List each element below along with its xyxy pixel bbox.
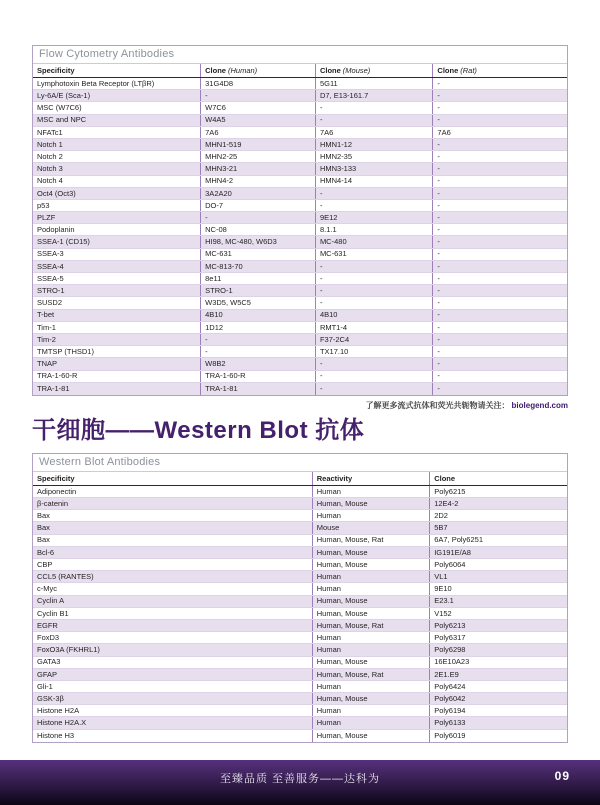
column-header: Clone (Mouse) bbox=[315, 64, 432, 77]
table-cell: - bbox=[315, 297, 432, 308]
table-cell: Notch 1 bbox=[37, 139, 63, 149]
table-row bbox=[33, 115, 567, 127]
table-cell: Human, Mouse bbox=[312, 547, 429, 558]
column-header: Clone bbox=[429, 472, 567, 485]
table-row bbox=[33, 559, 567, 571]
table-row bbox=[33, 334, 567, 346]
table-cell: 5G11 bbox=[315, 78, 432, 89]
table-cell: - bbox=[432, 188, 567, 199]
table-cell: Human, Mouse bbox=[312, 596, 429, 607]
table-cell: - bbox=[432, 139, 567, 150]
table-row bbox=[33, 522, 567, 534]
table-row bbox=[33, 163, 567, 175]
column-header: Clone (Human) bbox=[200, 64, 315, 77]
table-cell: - bbox=[432, 371, 567, 382]
table-row bbox=[33, 102, 567, 114]
biolegend-link[interactable]: biolegend.com bbox=[511, 400, 568, 410]
table-cell: Human bbox=[312, 705, 429, 716]
table-cell: W7C6 bbox=[200, 102, 315, 113]
table-cell: - bbox=[432, 334, 567, 345]
table-cell: Cyclin A bbox=[37, 596, 65, 606]
table-cell: - bbox=[315, 285, 432, 296]
table-cell: 1D12 bbox=[200, 322, 315, 333]
page-content bbox=[32, 45, 568, 743]
biolegend-note bbox=[32, 400, 568, 411]
note-text: 了解更多流式抗体和荧光共轭物请关注： bbox=[365, 400, 510, 410]
table-header-row bbox=[33, 64, 567, 78]
table-row bbox=[33, 371, 567, 383]
table-cell: Human bbox=[312, 632, 429, 643]
table-cell: GATA3 bbox=[37, 657, 61, 667]
table-cell: Adiponectin bbox=[37, 486, 77, 496]
table-cell: TX17.10 bbox=[315, 346, 432, 357]
table-cell: 5B7 bbox=[429, 522, 567, 533]
table-cell: STRO-1 bbox=[200, 285, 315, 296]
table-cell: Human bbox=[312, 681, 429, 692]
table-cell: - bbox=[432, 102, 567, 113]
table-cell: 2E1.E9 bbox=[429, 669, 567, 680]
table-cell: SSEA-3 bbox=[37, 249, 64, 259]
table-cell: - bbox=[432, 297, 567, 308]
table-row bbox=[33, 717, 567, 729]
table-cell: GSK-3β bbox=[37, 693, 64, 703]
table-cell: 12E4-2 bbox=[429, 498, 567, 509]
table-row bbox=[33, 297, 567, 309]
table-cell: Human bbox=[312, 510, 429, 521]
table-cell: Gli-1 bbox=[37, 681, 53, 691]
table-cell: MC-480 bbox=[315, 236, 432, 247]
table-cell: MHN2-25 bbox=[200, 151, 315, 162]
table-row bbox=[33, 608, 567, 620]
table-cell: 7A6 bbox=[200, 127, 315, 138]
table-row bbox=[33, 681, 567, 693]
table-row bbox=[33, 285, 567, 297]
table-title: Flow Cytometry Antibodies bbox=[33, 46, 567, 64]
table-row bbox=[33, 151, 567, 163]
table-row bbox=[33, 644, 567, 656]
table-row bbox=[33, 273, 567, 285]
page-title: 干细胞——Western Blot 抗体 bbox=[32, 416, 365, 444]
table-cell: Poly6019 bbox=[429, 730, 567, 742]
table-cell: MC-631 bbox=[200, 249, 315, 260]
flow-cytometry-table bbox=[32, 45, 568, 396]
table-cell: Lymphotoxin Beta Receptor (LTβR) bbox=[37, 78, 155, 88]
table-cell: - bbox=[432, 212, 567, 223]
column-header: Specificity bbox=[37, 473, 75, 483]
table-cell: Poly6042 bbox=[429, 693, 567, 704]
table-cell: Cyclin B1 bbox=[37, 608, 69, 618]
table-cell: F37-2C4 bbox=[315, 334, 432, 345]
table-row bbox=[33, 657, 567, 669]
table-cell: MSC (W7C6) bbox=[37, 103, 82, 113]
table-cell: - bbox=[432, 358, 567, 369]
table-cell: - bbox=[432, 78, 567, 89]
table-cell: Human bbox=[312, 486, 429, 497]
table-row bbox=[33, 620, 567, 632]
column-header: Reactivity bbox=[312, 472, 429, 485]
table-cell: Poly6133 bbox=[429, 717, 567, 728]
table-cell: Bcl-6 bbox=[37, 547, 55, 557]
table-cell: Bax bbox=[37, 523, 50, 533]
table-cell: p53 bbox=[37, 200, 50, 210]
table-cell: - bbox=[315, 261, 432, 272]
table-cell: - bbox=[315, 383, 432, 395]
table-cell: SUSD2 bbox=[37, 298, 63, 308]
table-cell: - bbox=[315, 371, 432, 382]
table-row bbox=[33, 176, 567, 188]
table-row bbox=[33, 705, 567, 717]
table-cell: Poly6424 bbox=[429, 681, 567, 692]
table-cell: - bbox=[432, 261, 567, 272]
table-cell: Oct4 (Oct3) bbox=[37, 188, 76, 198]
table-cell: Notch 4 bbox=[37, 176, 63, 186]
table-cell: - bbox=[432, 285, 567, 296]
table-cell: 9E12 bbox=[315, 212, 432, 223]
table-cell: - bbox=[432, 249, 567, 260]
table-cell: Bax bbox=[37, 535, 50, 545]
table-cell: Poly6194 bbox=[429, 705, 567, 716]
table-cell: Human, Mouse bbox=[312, 730, 429, 742]
table-cell: Human bbox=[312, 717, 429, 728]
table-cell: TRA-1-81 bbox=[37, 384, 70, 394]
table-cell: Bax bbox=[37, 511, 50, 521]
table-cell: - bbox=[432, 224, 567, 235]
table-row bbox=[33, 322, 567, 334]
table-cell: - bbox=[432, 163, 567, 174]
table-cell: - bbox=[432, 90, 567, 101]
table-cell: Poly6213 bbox=[429, 620, 567, 631]
table-cell: 9E10 bbox=[429, 583, 567, 594]
table-cell: - bbox=[315, 115, 432, 126]
table-cell: 8.1.1 bbox=[315, 224, 432, 235]
table-cell: Histone H2A.X bbox=[37, 718, 87, 728]
table-cell: V152 bbox=[429, 608, 567, 619]
table-cell: MHN1-519 bbox=[200, 139, 315, 150]
table-cell: DO-7 bbox=[200, 200, 315, 211]
table-cell: Notch 2 bbox=[37, 151, 63, 161]
table-header-row bbox=[33, 472, 567, 486]
table-row bbox=[33, 236, 567, 248]
table-cell: Mouse bbox=[312, 522, 429, 533]
table-cell: c-Myc bbox=[37, 584, 57, 594]
table-cell: 16E10A23 bbox=[429, 657, 567, 668]
table-row bbox=[33, 693, 567, 705]
table-cell: Histone H3 bbox=[37, 730, 75, 740]
table-cell: Notch 3 bbox=[37, 164, 63, 174]
table-row bbox=[33, 498, 567, 510]
table-cell: Human, Mouse bbox=[312, 559, 429, 570]
table-cell: - bbox=[315, 102, 432, 113]
table-cell: D7, E13-161.7 bbox=[315, 90, 432, 101]
table-cell: 4B10 bbox=[200, 310, 315, 321]
table-cell: 8e11 bbox=[200, 273, 315, 284]
table-cell: E23.1 bbox=[429, 596, 567, 607]
table-cell: Human, Mouse bbox=[312, 693, 429, 704]
table-cell: TRA-1-60-R bbox=[37, 371, 78, 381]
table-cell: - bbox=[200, 90, 315, 101]
table-row bbox=[33, 224, 567, 236]
table-cell: Human, Mouse bbox=[312, 657, 429, 668]
page-footer bbox=[0, 760, 600, 805]
table-cell: Human bbox=[312, 571, 429, 582]
table-cell: 7A6 bbox=[432, 127, 567, 138]
table-cell: - bbox=[432, 383, 567, 395]
table-cell: - bbox=[432, 322, 567, 333]
table-cell: NFATc1 bbox=[37, 127, 63, 137]
table-cell: HMN3-133 bbox=[315, 163, 432, 174]
table-cell: - bbox=[432, 151, 567, 162]
table-cell: CCL5 (RANTES) bbox=[37, 572, 94, 582]
table-cell: - bbox=[432, 236, 567, 247]
table-cell: TRA-1-60-R bbox=[200, 371, 315, 382]
table-cell: Poly6064 bbox=[429, 559, 567, 570]
table-cell: SSEA-1 (CD15) bbox=[37, 237, 90, 247]
table-cell: MHN3-21 bbox=[200, 163, 315, 174]
table-cell: Podoplanin bbox=[37, 225, 75, 235]
table-cell: MC-813-70 bbox=[200, 261, 315, 272]
table-cell: FoxO3A (FKHRL1) bbox=[37, 645, 100, 655]
table-cell: - bbox=[432, 310, 567, 321]
table-cell: Human, Mouse bbox=[312, 498, 429, 509]
table-cell: CBP bbox=[37, 559, 53, 569]
table-cell: Poly6215 bbox=[429, 486, 567, 497]
table-cell: - bbox=[315, 188, 432, 199]
table-cell: W3D5, W5C5 bbox=[200, 297, 315, 308]
table-cell: FoxD3 bbox=[37, 632, 60, 642]
table-cell: 4B10 bbox=[315, 310, 432, 321]
table-cell: TMTSP (THSD1) bbox=[37, 346, 94, 356]
table-row bbox=[33, 583, 567, 595]
table-cell: SSEA-5 bbox=[37, 273, 64, 283]
table-cell: 7A6 bbox=[315, 127, 432, 138]
table-row bbox=[33, 358, 567, 370]
table-cell: 3A2A20 bbox=[200, 188, 315, 199]
table-cell: HMN2-35 bbox=[315, 151, 432, 162]
table-cell: Tim-1 bbox=[37, 322, 56, 332]
table-row bbox=[33, 78, 567, 90]
table-cell: RMT1-4 bbox=[315, 322, 432, 333]
table-cell: STRO-1 bbox=[37, 286, 65, 296]
table-row bbox=[33, 547, 567, 559]
table-row bbox=[33, 346, 567, 358]
table-cell: β-catenin bbox=[37, 498, 68, 508]
table-row bbox=[33, 212, 567, 224]
table-row bbox=[33, 510, 567, 522]
table-cell: Poly6317 bbox=[429, 632, 567, 643]
table-row bbox=[33, 139, 567, 151]
table-cell: NC-08 bbox=[200, 224, 315, 235]
table-cell: W8B2 bbox=[200, 358, 315, 369]
table-cell: - bbox=[432, 346, 567, 357]
table-row bbox=[33, 200, 567, 212]
table-row bbox=[33, 596, 567, 608]
table-cell: - bbox=[200, 334, 315, 345]
table-cell: IG191E/A8 bbox=[429, 547, 567, 558]
table-cell: - bbox=[432, 273, 567, 284]
table-cell: - bbox=[315, 273, 432, 284]
column-header: Clone (Rat) bbox=[432, 64, 567, 77]
table-cell: Ly-6A/E (Sca-1) bbox=[37, 91, 91, 101]
table-title: Western Blot Antibodies bbox=[33, 454, 567, 472]
table-row bbox=[33, 632, 567, 644]
table-cell: HMN4-14 bbox=[315, 176, 432, 187]
table-cell: Human, Mouse bbox=[312, 608, 429, 619]
table-cell: - bbox=[200, 212, 315, 223]
table-cell: TNAP bbox=[37, 359, 58, 369]
footer-slogan: 至臻品质 至善服务——达科为 bbox=[219, 773, 381, 785]
table-cell: Human, Mouse, Rat bbox=[312, 535, 429, 546]
table-row bbox=[33, 383, 567, 395]
table-row bbox=[33, 310, 567, 322]
table-cell: TRA-1-81 bbox=[200, 383, 315, 395]
table-cell: Human bbox=[312, 644, 429, 655]
western-blot-table bbox=[32, 453, 568, 743]
table-cell: 6A7, Poly6251 bbox=[429, 535, 567, 546]
table-cell: GFAP bbox=[37, 669, 58, 679]
table-row bbox=[33, 535, 567, 547]
table-cell: 31G4D8 bbox=[200, 78, 315, 89]
table-cell: Histone H2A bbox=[37, 706, 80, 716]
table-cell: T-bet bbox=[37, 310, 55, 320]
table-cell: - bbox=[432, 200, 567, 211]
table-cell: PLZF bbox=[37, 212, 56, 222]
table-row bbox=[33, 261, 567, 273]
table-cell: Human, Mouse, Rat bbox=[312, 620, 429, 631]
table-row bbox=[33, 188, 567, 200]
table-row bbox=[33, 90, 567, 102]
column-header: Specificity bbox=[37, 65, 75, 75]
table-row bbox=[33, 249, 567, 261]
table-cell: - bbox=[315, 200, 432, 211]
table-row bbox=[33, 127, 567, 139]
table-cell: HI98, MC-480, W6D3 bbox=[200, 236, 315, 247]
table-row bbox=[33, 730, 567, 742]
table-row bbox=[33, 669, 567, 681]
table-cell: - bbox=[432, 176, 567, 187]
table-cell: EGFR bbox=[37, 620, 58, 630]
table-row bbox=[33, 486, 567, 498]
table-cell: Human bbox=[312, 583, 429, 594]
table-cell: 2D2 bbox=[429, 510, 567, 521]
table-cell: - bbox=[200, 346, 315, 357]
table-cell: - bbox=[432, 115, 567, 126]
table-cell: VL1 bbox=[429, 571, 567, 582]
table-cell: Poly6298 bbox=[429, 644, 567, 655]
table-cell: MSC and NPC bbox=[37, 115, 87, 125]
table-row bbox=[33, 571, 567, 583]
table-cell: MC-631 bbox=[315, 249, 432, 260]
table-cell: HMN1-12 bbox=[315, 139, 432, 150]
table-cell: - bbox=[315, 358, 432, 369]
table-cell: Human, Mouse, Rat bbox=[312, 669, 429, 680]
page-number: 09 bbox=[554, 769, 570, 783]
table-cell: Tim-2 bbox=[37, 334, 56, 344]
table-cell: SSEA-4 bbox=[37, 261, 64, 271]
table-cell: MHN4-2 bbox=[200, 176, 315, 187]
table-cell: W4A5 bbox=[200, 115, 315, 126]
